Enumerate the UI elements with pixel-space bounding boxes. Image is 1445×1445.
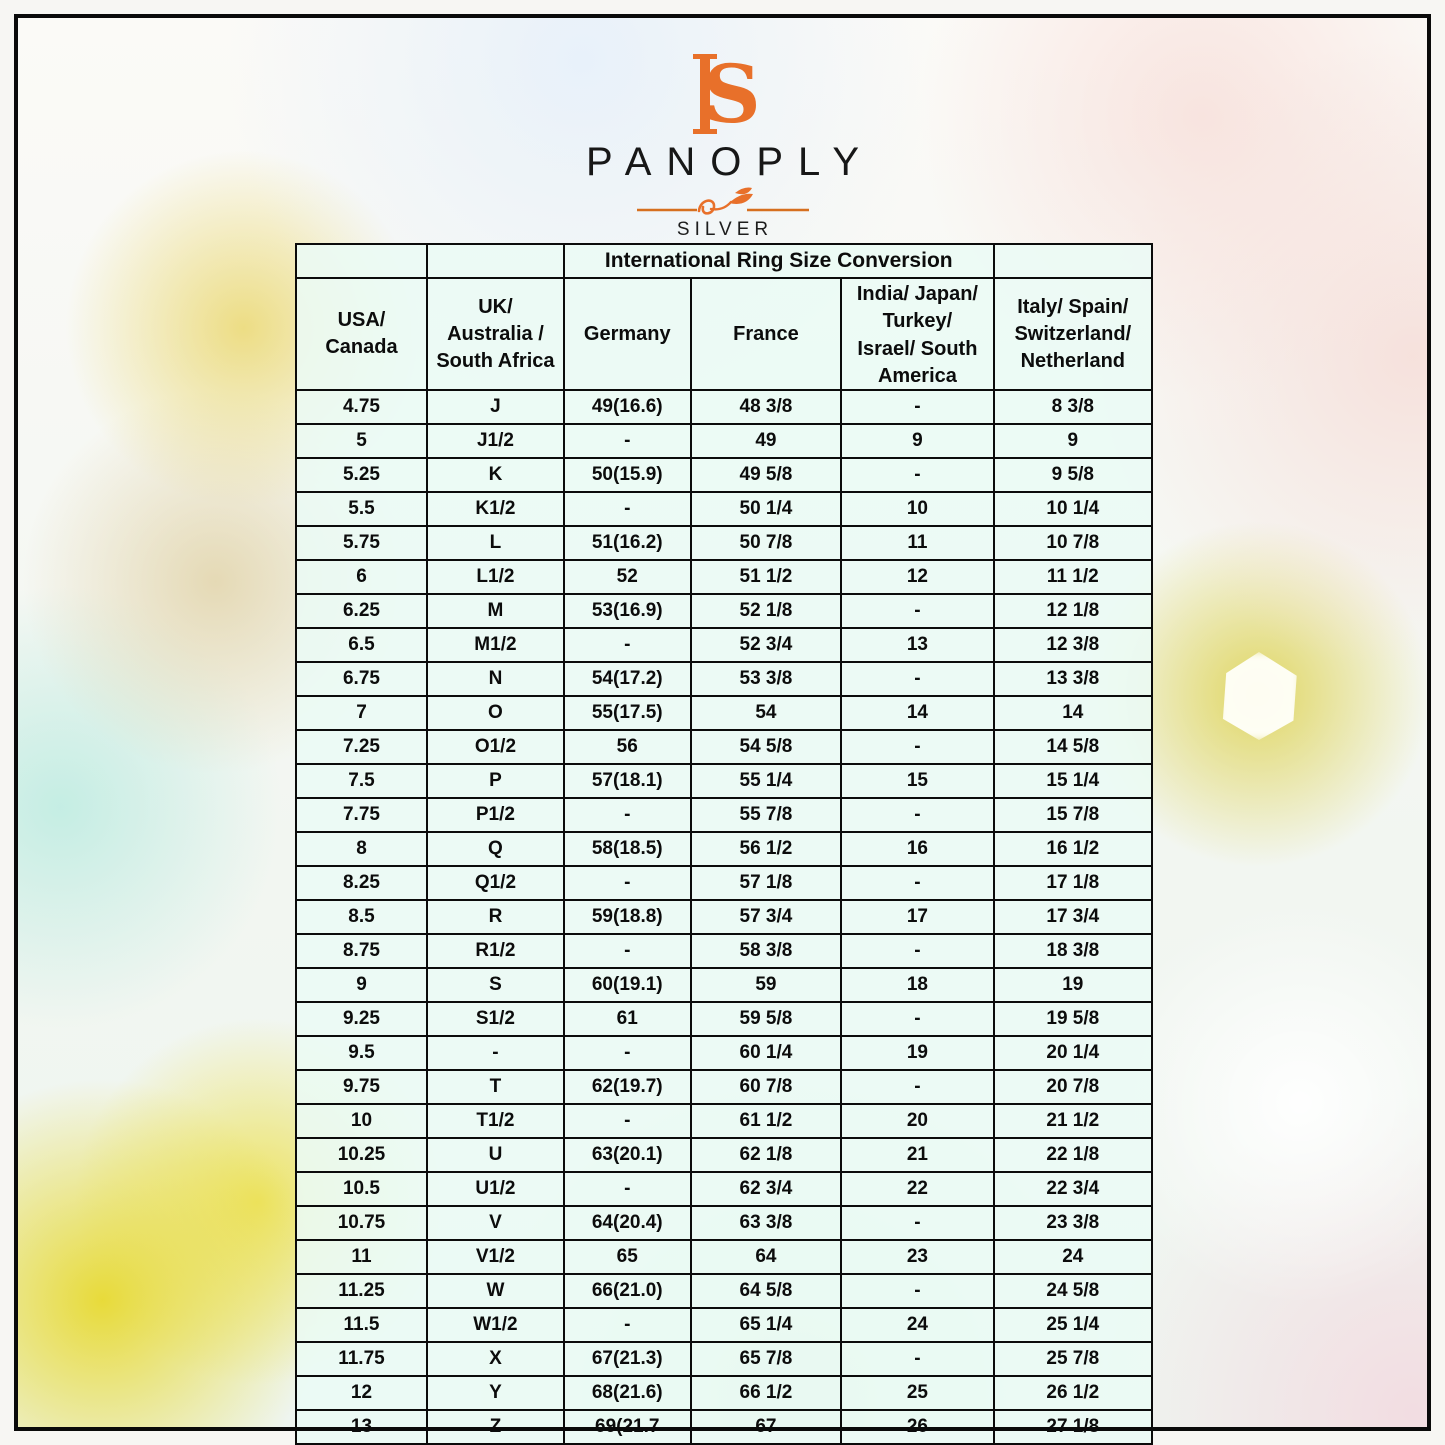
table-cell: 67 — [691, 1410, 842, 1444]
table-cell: 61 — [564, 1002, 691, 1036]
table-cell: 19 5/8 — [994, 1002, 1152, 1036]
table-cell: 22 1/8 — [994, 1138, 1152, 1172]
table-cell: 16 1/2 — [994, 832, 1152, 866]
table-cell: - — [841, 1206, 993, 1240]
table-cell: 55(17.5) — [564, 696, 691, 730]
table-cell: 7.75 — [296, 798, 427, 832]
table-row — [296, 832, 1152, 866]
ring-size-table — [295, 243, 1153, 1445]
table-cell: 9 — [296, 968, 427, 1002]
table-cell: 17 — [841, 900, 993, 934]
table-cell: 56 1/2 — [691, 832, 842, 866]
table-cell: 65 1/4 — [691, 1308, 842, 1342]
table-cell: 60(19.1) — [564, 968, 691, 1002]
table-cell: 16 — [841, 832, 993, 866]
table-cell: - — [564, 424, 691, 458]
table-cell: - — [841, 1070, 993, 1104]
column-header — [691, 278, 842, 390]
table-cell: 51(16.2) — [564, 526, 691, 560]
table-row — [296, 390, 1152, 424]
column-header-text: India/ Japan/ Turkey/ Israel/ South America — [856, 282, 978, 387]
table-cell: 21 1/2 — [994, 1104, 1152, 1138]
table-cell: 11 — [841, 526, 993, 560]
table-cell: M — [427, 594, 564, 628]
table-cell: W1/2 — [427, 1308, 564, 1342]
table-cell: 54 — [691, 696, 842, 730]
table-cell: 59 5/8 — [691, 1002, 842, 1036]
table-cell: 8.25 — [296, 866, 427, 900]
table-row — [296, 1308, 1152, 1342]
table-cell: 50(15.9) — [564, 458, 691, 492]
table-row — [296, 1036, 1152, 1070]
table-row — [296, 730, 1152, 764]
table-row — [296, 560, 1152, 594]
table-row — [296, 1274, 1152, 1308]
column-header-text: UK/ Australia / South Africa — [436, 295, 555, 372]
brand-block — [0, 52, 1445, 241]
table-cell: 8.75 — [296, 934, 427, 968]
table-cell: R — [427, 900, 564, 934]
table-cell: 6.5 — [296, 628, 427, 662]
table-cell: 12 — [296, 1376, 427, 1410]
table-cell: 61 1/2 — [691, 1104, 842, 1138]
table-cell: Y — [427, 1376, 564, 1410]
table-cell: 25 7/8 — [994, 1342, 1152, 1376]
table-cell: R1/2 — [427, 934, 564, 968]
table-cell: 64 — [691, 1240, 842, 1274]
table-row — [296, 1002, 1152, 1036]
table-cell: W — [427, 1274, 564, 1308]
table-cell: 15 7/8 — [994, 798, 1152, 832]
table-cell: K1/2 — [427, 492, 564, 526]
table-cell: Q — [427, 832, 564, 866]
table-cell: - — [841, 1342, 993, 1376]
table-row — [296, 1138, 1152, 1172]
table-cell: 64 5/8 — [691, 1274, 842, 1308]
table-cell: 49 — [691, 424, 842, 458]
table-row — [296, 1206, 1152, 1240]
table-row — [296, 866, 1152, 900]
table-cell: V — [427, 1206, 564, 1240]
table-cell: - — [564, 866, 691, 900]
table-cell: P1/2 — [427, 798, 564, 832]
column-header — [427, 278, 564, 390]
table-cell: - — [564, 798, 691, 832]
table-cell: X — [427, 1342, 564, 1376]
table-cell: 8.5 — [296, 900, 427, 934]
table-row — [296, 628, 1152, 662]
title-spacer-cell — [296, 244, 427, 278]
table-cell: 10.5 — [296, 1172, 427, 1206]
table-cell: 26 — [841, 1410, 993, 1444]
table-cell: 19 — [841, 1036, 993, 1070]
table-cell: 24 — [994, 1240, 1152, 1274]
table-cell: S1/2 — [427, 1002, 564, 1036]
column-header — [841, 278, 993, 390]
table-cell: T — [427, 1070, 564, 1104]
table-cell: 9.75 — [296, 1070, 427, 1104]
table-cell: 60 7/8 — [691, 1070, 842, 1104]
table-cell: 12 — [841, 560, 993, 594]
table-cell: 67(21.3) — [564, 1342, 691, 1376]
table-cell: U1/2 — [427, 1172, 564, 1206]
table-cell: 11.25 — [296, 1274, 427, 1308]
table-cell: 65 — [564, 1240, 691, 1274]
table-cell: 25 — [841, 1376, 993, 1410]
table-cell: V1/2 — [427, 1240, 564, 1274]
table-cell: - — [564, 1308, 691, 1342]
table-cell: 10.75 — [296, 1206, 427, 1240]
column-header-text: Germany — [583, 322, 671, 345]
table-row — [296, 764, 1152, 798]
table-cell: - — [841, 730, 993, 764]
table-cell: Q1/2 — [427, 866, 564, 900]
table-cell: 24 — [841, 1308, 993, 1342]
table-cell: 19 — [994, 968, 1152, 1002]
table-row — [296, 968, 1152, 1002]
table-cell: T1/2 — [427, 1104, 564, 1138]
table-cell: 69(21.7 — [564, 1410, 691, 1444]
table-cell: - — [841, 662, 993, 696]
table-cell: Z — [427, 1410, 564, 1444]
table-cell: O1/2 — [427, 730, 564, 764]
table-title-cell: International Ring Size Conversion — [564, 244, 994, 278]
table-cell: J1/2 — [427, 424, 564, 458]
table-cell: 51 1/2 — [691, 560, 842, 594]
table-cell: 65 7/8 — [691, 1342, 842, 1376]
table-cell: 4.75 — [296, 390, 427, 424]
table-cell: - — [564, 492, 691, 526]
table-cell: 10 7/8 — [994, 526, 1152, 560]
table-cell: 57(18.1) — [564, 764, 691, 798]
table-cell: 10 1/4 — [994, 492, 1152, 526]
table-row — [296, 492, 1152, 526]
title-spacer-cell — [427, 244, 564, 278]
table-cell: 18 — [841, 968, 993, 1002]
table-cell: 68(21.6) — [564, 1376, 691, 1410]
table-cell: 5.25 — [296, 458, 427, 492]
table-cell: - — [564, 1036, 691, 1070]
table-cell: 56 — [564, 730, 691, 764]
table-cell: 25 1/4 — [994, 1308, 1152, 1342]
table-cell: 49 5/8 — [691, 458, 842, 492]
table-row — [296, 1172, 1152, 1206]
table-cell: N — [427, 662, 564, 696]
table-cell: 8 3/8 — [994, 390, 1152, 424]
table-cell: 66 1/2 — [691, 1376, 842, 1410]
table-cell: 48 3/8 — [691, 390, 842, 424]
table-cell: 53(16.9) — [564, 594, 691, 628]
table-cell: 9 — [841, 424, 993, 458]
table-cell: 23 — [841, 1240, 993, 1274]
table-cell: U — [427, 1138, 564, 1172]
table-cell: 11 — [296, 1240, 427, 1274]
table-cell: - — [841, 866, 993, 900]
table-cell: - — [841, 390, 993, 424]
table-cell: 52 3/4 — [691, 628, 842, 662]
table-cell: 57 3/4 — [691, 900, 842, 934]
table-cell: 23 3/8 — [994, 1206, 1152, 1240]
table-cell: O — [427, 696, 564, 730]
table-cell: 15 1/4 — [994, 764, 1152, 798]
table-cell: P — [427, 764, 564, 798]
brand-monogram-ps-icon — [685, 52, 761, 136]
table-cell: L — [427, 526, 564, 560]
table-cell: 62(19.7) — [564, 1070, 691, 1104]
table-row — [296, 1410, 1152, 1444]
table-cell: 66(21.0) — [564, 1274, 691, 1308]
table-cell: 9.25 — [296, 1002, 427, 1036]
table-cell: 14 — [994, 696, 1152, 730]
table-cell: 15 — [841, 764, 993, 798]
column-header-text: Italy/ Spain/ Switzerland/ Netherland — [1014, 295, 1132, 372]
table-cell: 8 — [296, 832, 427, 866]
table-cell: 20 7/8 — [994, 1070, 1152, 1104]
table-cell: 63(20.1) — [564, 1138, 691, 1172]
table-cell: 5 — [296, 424, 427, 458]
table-cell: 10 — [841, 492, 993, 526]
table-cell: 5.5 — [296, 492, 427, 526]
table-cell: 24 5/8 — [994, 1274, 1152, 1308]
table-cell: 49(16.6) — [564, 390, 691, 424]
table-row — [296, 424, 1152, 458]
table-row — [296, 526, 1152, 560]
table-cell: M1/2 — [427, 628, 564, 662]
leaf-flourish-divider-icon — [635, 187, 811, 221]
table-title-row — [296, 244, 1152, 278]
table-row — [296, 900, 1152, 934]
table-row — [296, 1376, 1152, 1410]
title-spacer-cell — [994, 244, 1152, 278]
table-row — [296, 662, 1152, 696]
column-header — [564, 278, 691, 390]
table-cell: - — [841, 798, 993, 832]
table-cell: 62 1/8 — [691, 1138, 842, 1172]
table-cell: - — [427, 1036, 564, 1070]
table-row — [296, 458, 1152, 492]
table-cell: 10.25 — [296, 1138, 427, 1172]
table-cell: - — [841, 1002, 993, 1036]
table-cell: S — [427, 968, 564, 1002]
table-cell: 22 — [841, 1172, 993, 1206]
table-cell: 13 — [841, 628, 993, 662]
table-cell: 64(20.4) — [564, 1206, 691, 1240]
table-row — [296, 1342, 1152, 1376]
table-cell: 11 1/2 — [994, 560, 1152, 594]
table-cell: 52 1/8 — [691, 594, 842, 628]
table-cell: 58(18.5) — [564, 832, 691, 866]
table-cell: 7.25 — [296, 730, 427, 764]
table-cell: 13 — [296, 1410, 427, 1444]
table-cell: 17 3/4 — [994, 900, 1152, 934]
table-cell: - — [841, 934, 993, 968]
table-header-row — [296, 278, 1152, 390]
table-cell: - — [841, 458, 993, 492]
table-cell: 18 3/8 — [994, 934, 1152, 968]
column-header — [296, 278, 427, 390]
table-cell: - — [841, 594, 993, 628]
table-cell: 55 7/8 — [691, 798, 842, 832]
table-cell: 17 1/8 — [994, 866, 1152, 900]
table-cell: 57 1/8 — [691, 866, 842, 900]
table-cell: J — [427, 390, 564, 424]
table-cell: - — [564, 1104, 691, 1138]
table-cell: 12 1/8 — [994, 594, 1152, 628]
table-cell: 9 — [994, 424, 1152, 458]
brand-tagline: SILVER — [676, 219, 774, 240]
table-cell: 50 7/8 — [691, 526, 842, 560]
table-row — [296, 594, 1152, 628]
table-cell: 53 3/8 — [691, 662, 842, 696]
table-cell: 20 — [841, 1104, 993, 1138]
table-cell: 52 — [564, 560, 691, 594]
table-cell: L1/2 — [427, 560, 564, 594]
table-cell: 59 — [691, 968, 842, 1002]
table-cell: 6.75 — [296, 662, 427, 696]
table-cell: 12 3/8 — [994, 628, 1152, 662]
table-cell: 22 3/4 — [994, 1172, 1152, 1206]
table-row — [296, 798, 1152, 832]
table-row — [296, 934, 1152, 968]
svg-text:S: S — [702, 52, 761, 136]
table-cell: 60 1/4 — [691, 1036, 842, 1070]
table-cell: 11.75 — [296, 1342, 427, 1376]
table-cell: 59(18.8) — [564, 900, 691, 934]
table-cell: 26 1/2 — [994, 1376, 1152, 1410]
table-row — [296, 696, 1152, 730]
table-cell: 62 3/4 — [691, 1172, 842, 1206]
table-cell: 50 1/4 — [691, 492, 842, 526]
table-cell: 55 1/4 — [691, 764, 842, 798]
table-cell: 27 1/8 — [994, 1410, 1152, 1444]
column-header — [994, 278, 1152, 390]
table-cell: 21 — [841, 1138, 993, 1172]
table-row — [296, 1240, 1152, 1274]
table-cell: - — [841, 1274, 993, 1308]
table-cell: 9.5 — [296, 1036, 427, 1070]
table-cell: 54 5/8 — [691, 730, 842, 764]
table-cell: 63 3/8 — [691, 1206, 842, 1240]
table-cell: 20 1/4 — [994, 1036, 1152, 1070]
table-cell: 6.25 — [296, 594, 427, 628]
table-cell: 13 3/8 — [994, 662, 1152, 696]
table-cell: 54(17.2) — [564, 662, 691, 696]
column-header-text: USA/ Canada — [325, 309, 398, 358]
table-row — [296, 1070, 1152, 1104]
table-cell: - — [564, 628, 691, 662]
table-cell: 5.75 — [296, 526, 427, 560]
table-cell: 10 — [296, 1104, 427, 1138]
table-cell: - — [564, 934, 691, 968]
table-cell: 7.5 — [296, 764, 427, 798]
table-cell: 9 5/8 — [994, 458, 1152, 492]
column-header-text: France — [733, 322, 799, 345]
table-cell: 58 3/8 — [691, 934, 842, 968]
table-cell: 14 5/8 — [994, 730, 1152, 764]
brand-name: PANOPLY — [585, 140, 875, 184]
table-cell: 11.5 — [296, 1308, 427, 1342]
table-cell: K — [427, 458, 564, 492]
table-cell: 6 — [296, 560, 427, 594]
table-cell: 7 — [296, 696, 427, 730]
table-row — [296, 1104, 1152, 1138]
table-cell: - — [564, 1172, 691, 1206]
table-cell: 14 — [841, 696, 993, 730]
